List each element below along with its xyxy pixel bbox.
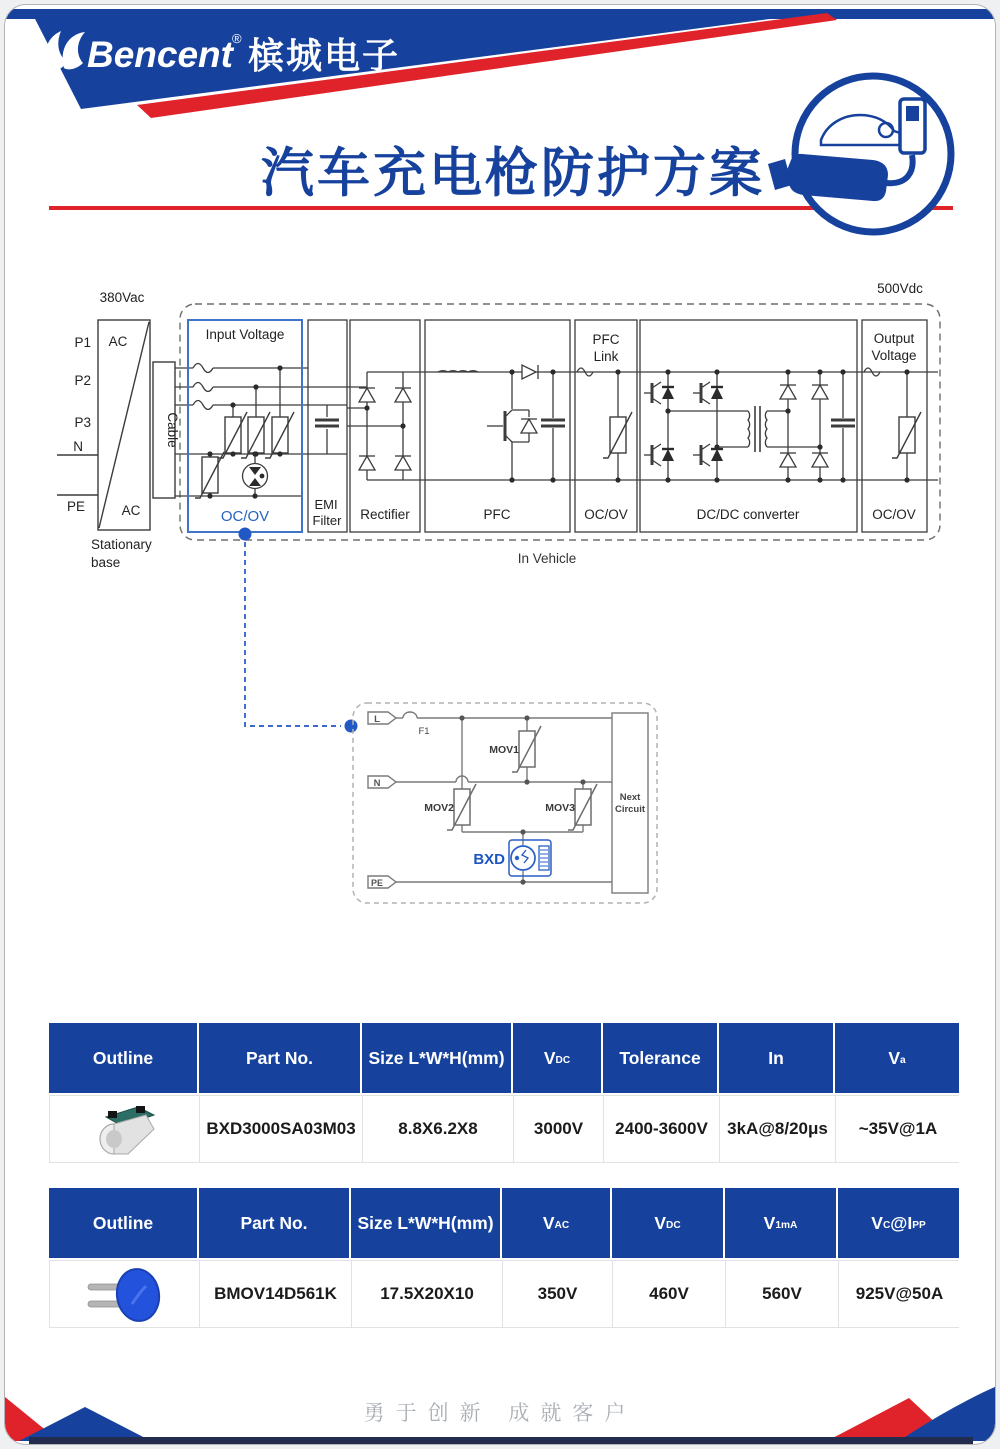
label-in-vehicle: In Vehicle [517,551,577,566]
table2-header-vac: V AC [502,1188,612,1258]
label-rectifier: Rectifier [360,507,410,522]
label-mov3: MOV3 [545,802,575,814]
label-circuit: Circuit [614,804,646,815]
page-title: 汽车充电枪防护方案 [261,144,765,203]
table2-header-v1ma: V 1mA [725,1188,838,1258]
table1-header-in: In [719,1023,835,1093]
label-p3: P3 [74,415,91,430]
table1-size-value: 8.8X6.2X8 [363,1096,514,1162]
label-stationary: Stationary [91,537,152,552]
page-card [4,4,996,1445]
callout-connector [239,528,358,733]
table1-outline-cell [50,1096,200,1162]
next-circuit-box [612,713,648,893]
label-ac-top: AC [108,334,128,349]
table1-header-va: V a [835,1023,959,1093]
table2-header-size: Size L*W*H(mm) [351,1188,502,1258]
diagram-wiring [175,364,938,497]
footer-slogan: 勇于创新 成就客户 [363,1402,637,1425]
table1-header-partno: Part No. [199,1023,362,1093]
footer-left-blue-triangle [19,1407,151,1441]
junction-dots [207,365,909,498]
circuit-diagram [5,255,996,945]
header-banner [5,5,996,255]
table2-partno-value: BMOV14D561K [200,1261,352,1327]
label-next: Next [619,792,641,803]
brand-name: Bencent [87,34,233,75]
table1-vdc-value: 3000V [514,1096,604,1162]
label-emi: EMI [314,497,338,512]
table2-header-partno: Part No. [199,1188,351,1258]
table2-header-row [49,1188,959,1258]
label-cable: Cable [165,412,180,448]
mov-product-image [80,1264,170,1324]
table1-data-row [49,1095,959,1163]
table1-header-outline: Outline [49,1023,199,1093]
table1-header-row [49,1023,959,1093]
protection-schematic [353,703,657,903]
label-input-voltage: Input Voltage [205,327,285,342]
label-pfc-link-2: Link [593,349,619,364]
table2-vc-ipp-value: 925V@50A [839,1261,960,1327]
footer-decoration [5,1382,996,1444]
label-ocov-link: OC/OV [584,507,628,522]
label-f1: F1 [418,726,430,737]
table2-vdc-value: 460V [613,1261,726,1327]
gdt-product-image [84,1099,166,1159]
table1-header-vdc: V DC [513,1023,603,1093]
brand-reg-mark: ® [232,31,242,46]
brand-cn-name: 槟城电子 [248,35,401,76]
label-bxd: BXD [473,851,505,868]
bxd-gdt-symbol [509,840,551,876]
in-vehicle-boundary [180,304,940,540]
block-dcdc [640,320,857,532]
tag-l: L [374,714,380,725]
label-ocov-output: OC/OV [872,507,916,522]
label-base: base [91,555,121,570]
table2-header-outline: Outline [49,1188,199,1258]
table2-outline-cell [50,1261,200,1327]
table2-size-value: 17.5X20X10 [352,1261,503,1327]
label-pe: PE [66,499,85,514]
tag-n: N [373,778,381,789]
label-pfc-link-1: PFC [592,332,620,347]
table2-header-vdc: V DC [612,1188,725,1258]
table1-header-tolerance: Tolerance [603,1023,719,1093]
label-output-1: Output [873,331,915,346]
table1-header-size: Size L*W*H(mm) [362,1023,513,1093]
table2-header-vc-ipp: V C @I PP [838,1188,959,1258]
label-dcdc: DC/DC converter [696,507,800,522]
spec-table-mov [49,1188,959,1328]
label-output-2: Voltage [871,348,917,363]
table2-data-row [49,1260,959,1328]
label-p1: P1 [74,335,91,350]
label-380vac: 380Vac [99,290,145,305]
label-pfc: PFC [483,507,511,522]
table1-partno-value: BXD3000SA03M03 [200,1096,363,1162]
footer-bottom-bar [29,1437,973,1444]
label-ocov-input: OC/OV [220,508,270,525]
label-mov1: MOV1 [489,744,519,756]
label-mov2: MOV2 [424,802,454,814]
label-500vdc: 500Vdc [877,281,923,296]
table1-in-value: 3kA@8/20μs [720,1096,836,1162]
label-ac-bottom: AC [121,503,141,518]
tag-pe: PE [370,878,384,888]
table2-vac-value: 350V [503,1261,613,1327]
table2-v1ma-value: 560V [726,1261,839,1327]
table1-tolerance-value: 2400-3600V [604,1096,720,1162]
label-n: N [73,439,83,454]
spec-table-gdt [49,1023,959,1163]
table1-va-value: ~35V@1A [836,1096,960,1162]
label-p2: P2 [74,373,91,388]
label-filter: Filter [312,513,342,528]
